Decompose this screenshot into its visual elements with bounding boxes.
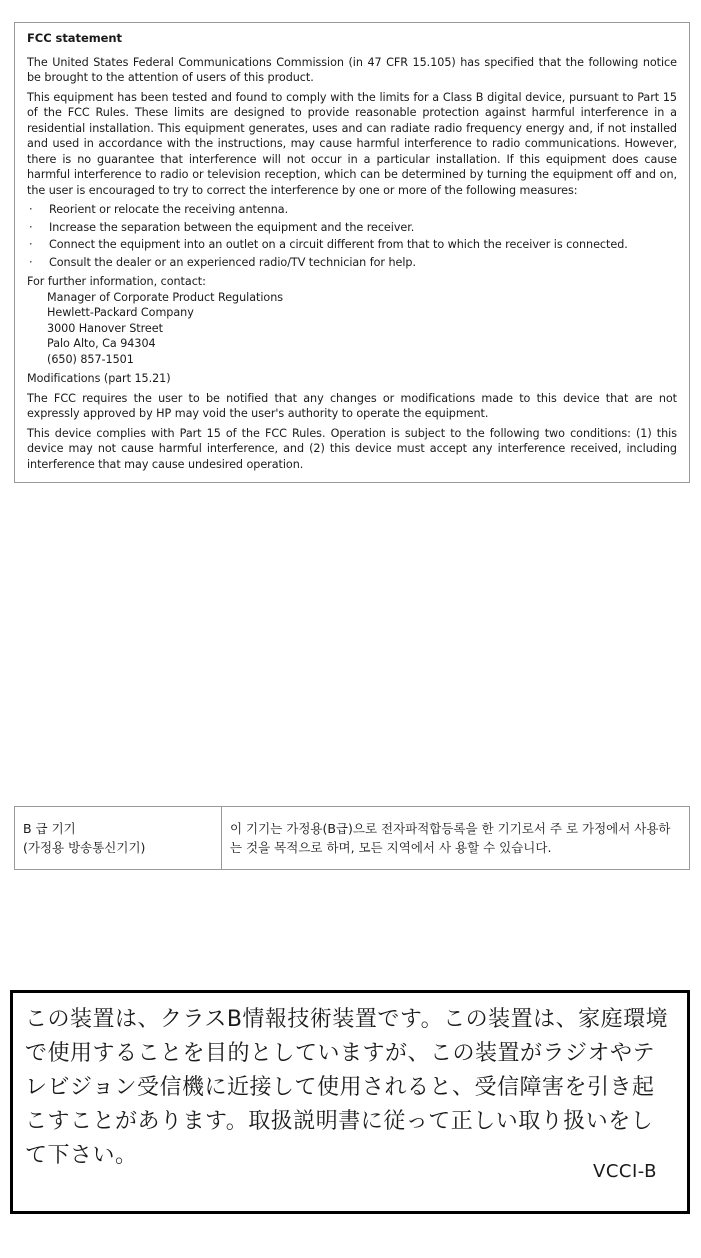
korea-class-cell: [15, 807, 222, 870]
compliance-text: This device complies with Part 15 of the FCC Rules. Operation is subject to the following two conditions: (1) this device may not cause harmful interference, and (2) this device must accept any interference received, including interference that may cause undesired operation.: [27, 426, 677, 471]
measure-text: Reorient or relocate the receiving antenna.: [49, 203, 289, 216]
table-row: [15, 807, 690, 870]
fcc-title: FCC statement: [27, 31, 122, 45]
korea-class-b-table: [14, 806, 690, 870]
korea-class-label: B 급 기기: [23, 821, 76, 836]
fcc-body: This equipment has been tested and found to comply with the limits for a Class B digital device, pursuant to Part 15 of the FCC Rules. These limits are designed to provide reasonable protection against harmful interference in a residential installation. This equipment generates, uses and can radiate radio frequency energy and, if not installed and used in accordance with the instructions, may cause harmful interference to radio communications. However, there is no guarantee that interference will not occur in a particular installation. If this equipment does cause harmful interference to radio or television reception, which can be determined by turning the equipment off and on, the user is encouraged to try to correct the interference by one or more of the following measures:: [27, 90, 677, 197]
contact-block: [27, 274, 677, 367]
list-item: · Reorient or relocate the receiving antenna.: [29, 203, 289, 216]
contact-heading: For further information, contact:: [27, 275, 206, 288]
vcci-notice-box: [10, 990, 690, 1214]
list-item: · Consult the dealer or an experienced radio/TV technician for help.: [29, 255, 416, 269]
contact-line: Manager of Corporate Product Regulations: [47, 290, 284, 304]
contact-line: (650) 857-1501: [47, 352, 134, 366]
korea-notice-cell: 이 기기는 가정용(B급)으로 전자파적합등록을 한 기기로서 주 로 가정에서 사용하는 것을 목적으로 하며, 모든 지역에서 사 용할 수 있습니다.: [222, 807, 690, 870]
korea-class-sublabel: (가정용 방송통신기기): [23, 840, 146, 855]
modifications-heading: Modifications (part 15.21): [27, 372, 171, 385]
fcc-measures-list: [27, 202, 677, 270]
vcci-notice-text: この装置は、クラスB情報技術装置です。この装置は、家庭環境で使用することを目的としていますが、この装置がラジオやテレビジョン受信機に近接して使用されると、受信障害を引き起こすことがあります。取扱説明書に従って正しい取り扱いをして下さい。: [25, 1007, 669, 1168]
fcc-statement-box: [14, 22, 690, 483]
vcci-signature: VCCI-B: [593, 1161, 657, 1182]
measure-text: Connect the equipment into an outlet on a circuit different from that to which the receiver is connected.: [49, 238, 628, 251]
contact-line: 3000 Hanover Street: [47, 321, 163, 335]
contact-line: Palo Alto, Ca 94304: [47, 337, 156, 350]
list-item: · Connect the equipment into an outlet on a circuit different from that to which the receiver is connected.: [29, 238, 628, 251]
fcc-intro: The United States Federal Communications Commission (in 47 CFR 15.105) has specified that the following notice be brought to the attention of users of this product.: [27, 55, 677, 84]
measure-text: Consult the dealer or an experienced radio/TV technician for help.: [49, 255, 416, 269]
contact-line: Hewlett-Packard Company: [47, 306, 194, 319]
modifications-text: The FCC requires the user to be notified that any changes or modifications made to this device that are not expressly approved by HP may void the user's authority to operate the equipment.: [27, 391, 677, 420]
list-item: · Increase the separation between the equipment and the receiver.: [29, 220, 415, 234]
measure-text: Increase the separation between the equipment and the receiver.: [49, 220, 415, 234]
